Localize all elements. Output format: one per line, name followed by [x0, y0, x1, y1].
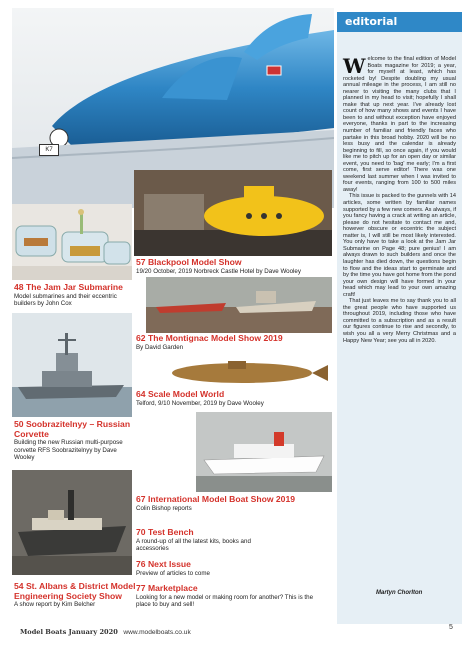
- item-number: 54: [14, 581, 24, 591]
- item-title: Marketplace: [147, 583, 198, 593]
- item-number: 70: [136, 527, 146, 537]
- photo-st-albans-show: [12, 470, 132, 575]
- dropcap: W: [343, 54, 366, 78]
- item-desc: By David Garden: [136, 343, 184, 351]
- item-desc: Telford, 9/10 November, 2019 by Dave Wooley: [136, 399, 264, 407]
- photo-jam-jar-submarine: [12, 204, 132, 280]
- corvette-illustration: [12, 313, 132, 417]
- item-number: 77: [136, 583, 146, 593]
- item-number: 64: [136, 389, 146, 399]
- photo-blackpool-show: [134, 170, 332, 256]
- page-footer: [20, 628, 450, 636]
- item-title: Blackpool Model Show: [147, 257, 242, 267]
- item-64[interactable]: [136, 390, 334, 407]
- item-title: International Model Boat Show 2019: [147, 494, 296, 504]
- editorial-text: [343, 56, 456, 344]
- photo-scale-model-world: [162, 357, 332, 389]
- item-title: Scale Model World: [147, 389, 225, 399]
- item-number: 48: [14, 282, 24, 292]
- photo-international-show: [196, 412, 332, 492]
- item-48[interactable]: [14, 283, 134, 308]
- yellow-sub-illustration: [134, 170, 332, 256]
- item-desc: Preview of articles to come: [136, 569, 210, 577]
- item-number: 76: [136, 559, 146, 569]
- liner-illustration: [196, 412, 332, 492]
- item-desc: Building the new Russian multi-purpose corvette RFS Soobrazitelnyy by Dave Wooley: [14, 439, 123, 462]
- item-number: 67: [136, 494, 146, 504]
- item-77[interactable]: [136, 584, 322, 609]
- item-62[interactable]: [136, 334, 334, 351]
- montignac-illustration: [146, 277, 332, 333]
- item-desc: A show report by Kim Belcher: [14, 601, 96, 609]
- item-desc: Looking for a new model or making room for another? This is the place to buy and sell!: [136, 593, 314, 609]
- editorial-header: [337, 12, 462, 32]
- item-title: The Jam Jar Submarine: [25, 282, 123, 292]
- item-desc: A round-up of all the latest kits, books and accessories: [136, 537, 251, 553]
- item-title: The Montignac Model Show 2019: [147, 333, 283, 343]
- editor-signature: Martyn Chorlton: [376, 590, 423, 596]
- item-title: Soobrazitelnyy – Russian Corvette: [14, 419, 131, 439]
- page-number: 5: [449, 624, 453, 631]
- editorial-heading: editorial: [345, 15, 398, 28]
- photo-montignac-show: [146, 277, 332, 333]
- item-title: St. Albans & District Model Engineering Society Show: [14, 581, 136, 601]
- item-title: Test Bench: [147, 527, 194, 537]
- item-number: 62: [136, 333, 146, 343]
- item-76[interactable]: [136, 560, 334, 577]
- editorial-paragraph-1: Welcome to the final edition of Model Boats magazine for 2019; a year, for myself at least, which has rocketed by! Despite doubling my usual annual mileage in the process, I am still no nearer to visiting the many clubs that I planned in my head to visit; hopefully I shall make that up next year. I've already lost count of how many shows and events I have been to and without exception have enjoyed everyone, thanks in part to the increasing number of familiar and friendly faces who partake in this broad hobby. 2020 will be no less busy and the calendar is already beginning to fill, so once again, if you would like me to pitch up for an open day or similar event, you need to 'bag' me early; I'm a first come, first serve editor! There was one weekend last summer when I was invited to four events, ranging from 100 to 500 miles away!: [343, 54, 456, 193]
- steamboat-illustration: [12, 470, 132, 575]
- jam-jar-illustration: [12, 204, 132, 280]
- item-50[interactable]: [14, 420, 134, 462]
- item-70[interactable]: [136, 528, 266, 553]
- editorial-paragraph-2: This issue is packed to the gunnels with 14 articles, some written by familiar names supported by a few new comers. As always, if you fancy having a crack at writing an article, please do not hesitate to contact me and, however obscure or eccentric the subject matter is, I will still be most likely interested. You only have to take a look at the Jam Jar Submarine on Page 48; pure genius! I am always drawn to such builders and once the laughter has died down, the questions begin to flow and the ideas start to germinate and by the time you have got home from the pond your own design will have formed in your head which may lead to your own amazing craft!: [343, 193, 456, 298]
- footer-url[interactable]: www.modelboats.co.uk: [123, 629, 191, 636]
- item-67[interactable]: [136, 495, 334, 512]
- item-title: Next Issue: [147, 559, 191, 569]
- item-desc: Colin Bishop reports: [136, 504, 192, 512]
- steampunk-sub-illustration: [162, 357, 332, 389]
- hero-badge-k7: K7: [39, 144, 59, 156]
- editorial-paragraph-3: That just leaves me to say thank you to all the great people who have supported us throughout 2019, including those who have committed to a subscription and as a result our figures continue to rise and secondly, to wish you all a very Merry Christmas and a Happy New Year; see you all in 2020.: [343, 298, 456, 344]
- item-57[interactable]: [136, 258, 334, 275]
- photo-russian-corvette: [12, 313, 132, 417]
- footer-magazine: Model Boats January 2020: [20, 628, 118, 636]
- item-54[interactable]: [14, 582, 140, 609]
- item-number: 50: [14, 419, 24, 429]
- item-desc: Model submarines and their eccentric builders by John Cox: [14, 292, 117, 308]
- item-number: 57: [136, 257, 146, 267]
- item-desc: 19/20 October, 2019 Norbreck Castle Hotel by Dave Wooley: [136, 267, 301, 275]
